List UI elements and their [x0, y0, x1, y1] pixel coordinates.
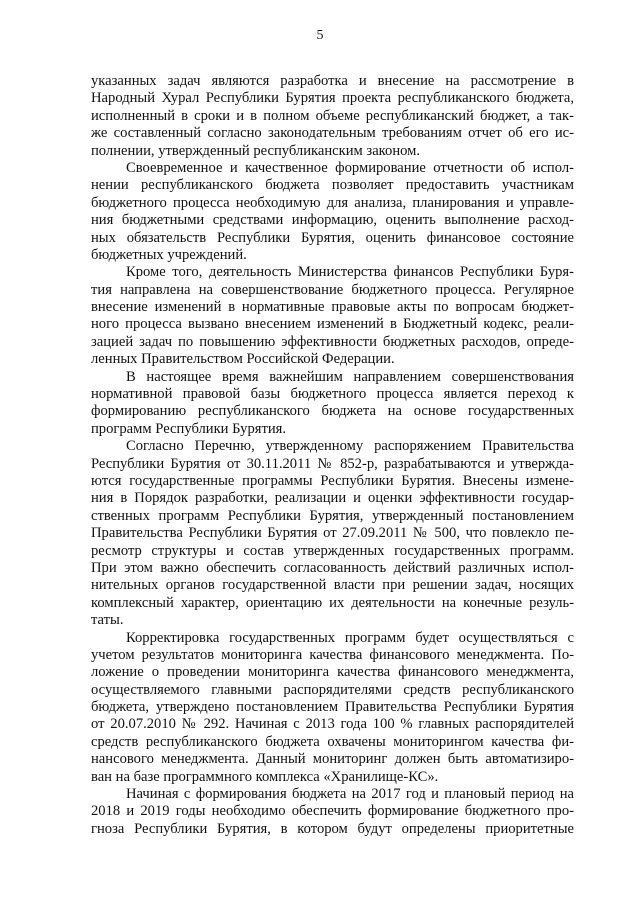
text-line: тия направлена на совершенствование бюджетного процесса. Регулярное: [91, 281, 574, 298]
paragraph: [91, 160, 574, 264]
text-line: ются государственные программы Республики Бурятия. Внесены измене-: [91, 472, 574, 489]
text-line: нительных органов государственной власти при решении задач, носящих: [91, 577, 574, 594]
document-body: [91, 73, 574, 838]
text-line: Начиная с формирования бюджета на 2017 год и плановый период на: [126, 786, 574, 803]
text-line: от 20.07.2010 № 292. Начиная с 2013 года 100 % главных распорядителей: [91, 716, 574, 733]
text-line: Правительства Республики Бурятия от 27.09.2011 № 500, что повлекло пе-: [91, 525, 574, 542]
text-line: внесение изменений в нормативные правовые акты по вопросам бюджет-: [91, 299, 574, 316]
text-line: ресмотр структуры и состав утвержденных государственных программ.: [91, 542, 574, 559]
paragraph: [91, 786, 574, 838]
text-line: ных обязательств Республики Бурятия, оценить финансовое состояние: [91, 229, 574, 246]
text-line: ван на базе программного комплекса «Хранилище-КС».: [91, 768, 439, 785]
text-line: зацией задач по повышению эффективности бюджетных расходов, опреде-: [91, 333, 574, 350]
text-line: В настоящее время важнейшим направлением совершенствования: [126, 368, 574, 385]
paragraph: [91, 630, 574, 787]
text-line: Корректировка государственных программ будет осуществляться с: [126, 629, 574, 646]
text-line: ния в Порядок разработки, реализации и оценки эффективности государ-: [91, 490, 574, 507]
paragraph: [91, 369, 574, 439]
text-line: таты.: [91, 612, 124, 629]
text-line: бюджетного процесса необходимую для анализа, планирования и управле-: [91, 194, 574, 211]
text-line: осуществляемого главными распорядителями средств республиканского: [91, 681, 574, 698]
text-line: формированию республиканского бюджета на основе государственных: [91, 403, 574, 420]
text-line: Республики Бурятия от 30.11.2011 № 852-р, разрабатываются и утвержда-: [91, 455, 574, 472]
text-line: ственных программ Республики Бурятия, утвержденный постановлением: [91, 507, 574, 524]
text-line: ленных Правительством Российской Федерации.: [91, 351, 395, 368]
text-line: Согласно Перечню, утвержденному распоряжением Правительства: [126, 438, 574, 455]
text-line: гноза Республики Бурятия, в котором будут определены приоритетные: [91, 820, 574, 837]
text-line: 2018 и 2019 годы необходимо обеспечить формирование бюджетного про-: [91, 803, 574, 820]
text-line: нормативной правовой базы бюджетного процесса является переход к: [91, 386, 574, 403]
text-line: бюджета, утверждено постановлением Правительства Республики Бурятия: [91, 699, 574, 716]
text-line: полнении, утвержденный республиканским законом.: [91, 142, 421, 159]
text-line: комплексный характер, ориентацию их деятельности на конечные резуль-: [91, 594, 574, 611]
page-number: 5: [316, 28, 324, 43]
text-line: нансового менеджмента. Данный мониторинг должен быть автоматизиро-: [91, 751, 574, 768]
text-line: нении республиканского бюджета позволяет предоставить участникам: [91, 177, 574, 194]
text-line: исполненный в сроки и в полном объеме республиканский бюджет, а так-: [91, 107, 574, 124]
text-line: программ Республики Бурятия.: [91, 420, 287, 437]
text-line: ложение о проведении мониторинга качества финансового менеджмента,: [91, 664, 574, 681]
text-line: же составленный согласно законодательным требованиям отчет об его ис-: [91, 125, 574, 142]
text-line: При этом важно обеспечить согласованность действий различных испол-: [91, 559, 574, 576]
text-line: указанных задач являются разработка и внесение на рассмотрение в: [91, 73, 574, 89]
text-line: Кроме того, деятельность Министерства финансов Республики Буря-: [126, 264, 574, 281]
text-line: Народный Хурал Республики Бурятия проекта республиканского бюджета,: [91, 90, 574, 107]
text-line: Своевременное и качественное формирование отчетности об испол-: [126, 159, 574, 176]
paragraph: [91, 264, 574, 368]
text-line: ного процесса вызвано внесением изменений в Бюджетный кодекс, реали-: [91, 316, 574, 333]
text-line: учетом результатов мониторинга качества финансового менеджмента. По-: [91, 646, 574, 663]
text-line: ния бюджетными средствами информацию, оценить выполнение расход-: [91, 212, 574, 229]
text-line: бюджетных учреждений.: [91, 246, 247, 263]
text-line: средств республиканского бюджета охвачены мониторингом качества фи-: [91, 733, 574, 750]
paragraph: [91, 438, 574, 629]
paragraph: [91, 73, 574, 160]
